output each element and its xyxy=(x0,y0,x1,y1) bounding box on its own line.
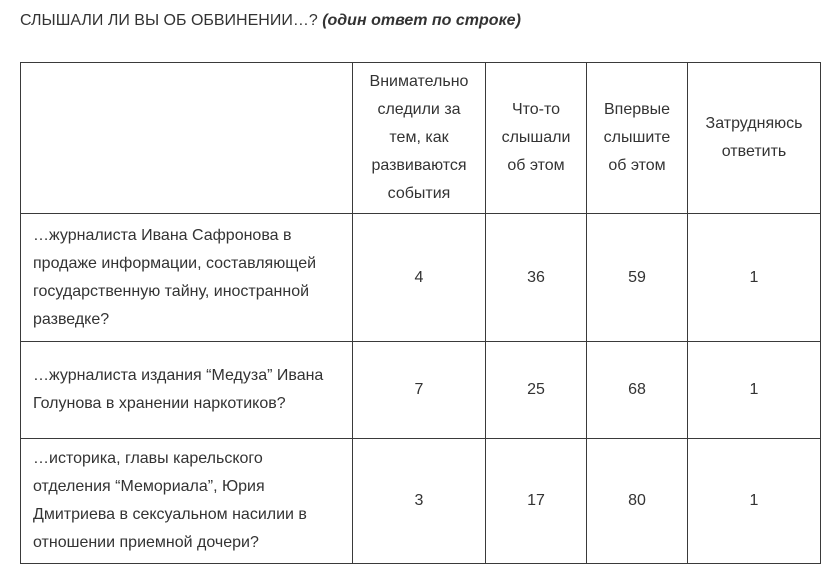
header-cell-first-time: Впервые слышите об этом xyxy=(587,63,688,214)
value-cell: 3 xyxy=(353,439,486,564)
value-cell: 59 xyxy=(587,214,688,342)
survey-table xyxy=(20,62,821,564)
table-row xyxy=(21,342,821,439)
value-cell: 36 xyxy=(486,214,587,342)
value-cell: 17 xyxy=(486,439,587,564)
row-label: …историка, главы карельского отделения “Мемориала”, Юрия Дмитриева в сексуальном насилии в отношении приемной дочери? xyxy=(21,439,353,564)
value-cell: 1 xyxy=(688,439,821,564)
row-label: …журналиста Ивана Сафронова в продаже информации, составляющей государственную тайну, иностранной разведке? xyxy=(21,214,353,342)
value-cell: 25 xyxy=(486,342,587,439)
table-row xyxy=(21,214,821,342)
table-row xyxy=(21,439,821,564)
header-cell-followed: Внимательно следили за тем, как развиваются события xyxy=(353,63,486,214)
value-cell: 1 xyxy=(688,342,821,439)
table-title-main: СЛЫШАЛИ ЛИ ВЫ ОБ ОБВИНЕНИИ…? xyxy=(20,12,318,29)
header-cell-question xyxy=(21,63,353,214)
value-cell: 68 xyxy=(587,342,688,439)
value-cell: 80 xyxy=(587,439,688,564)
header-cell-hard-to-say: Затрудняюсь ответить xyxy=(688,63,821,214)
value-cell: 1 xyxy=(688,214,821,342)
row-label: …журналиста издания “Медуза” Ивана Голунова в хранении наркотиков? xyxy=(21,342,353,439)
table-title-note: (один ответ по строке) xyxy=(322,12,521,29)
table-title xyxy=(20,10,521,32)
value-cell: 4 xyxy=(353,214,486,342)
value-cell: 7 xyxy=(353,342,486,439)
table-header-row xyxy=(21,63,821,214)
header-cell-heard-something: Что-то слышали об этом xyxy=(486,63,587,214)
